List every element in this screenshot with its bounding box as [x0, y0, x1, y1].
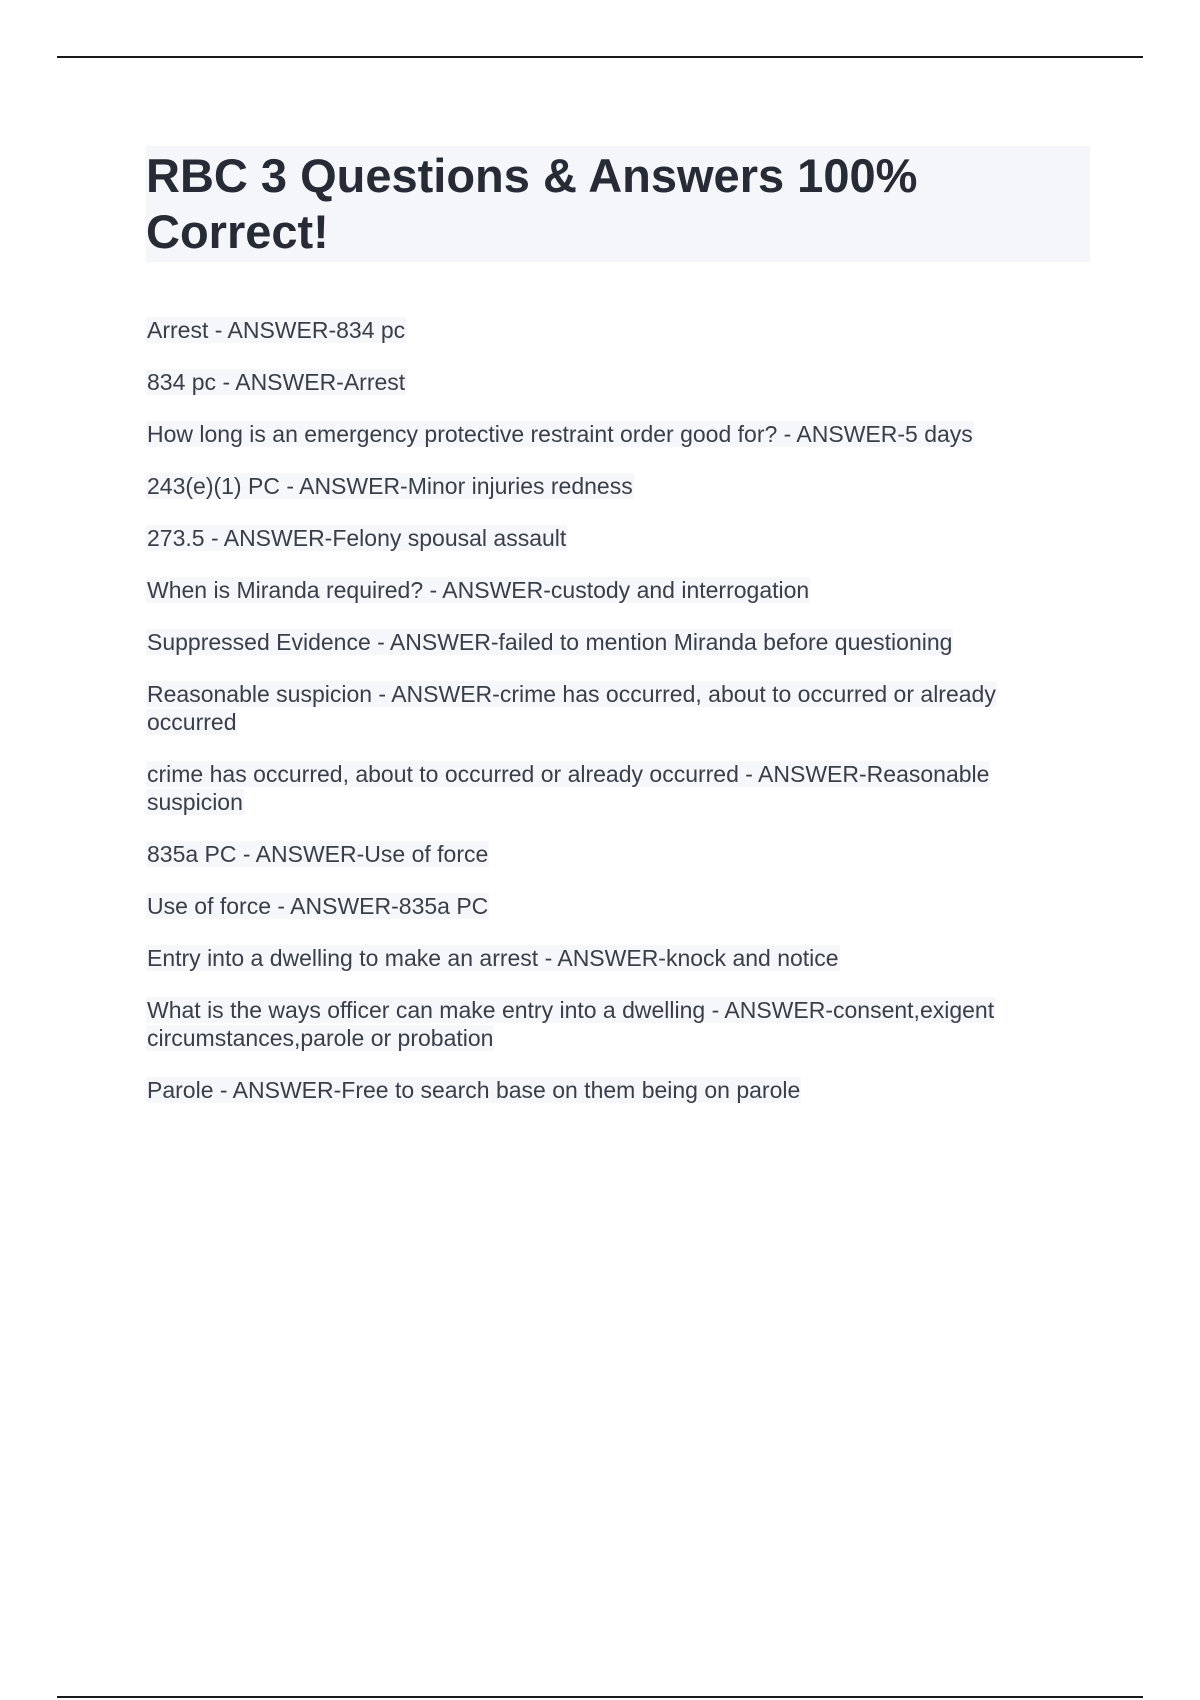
qa-item-text: 835a PC - ANSWER-Use of force	[147, 841, 489, 867]
qa-item-text: Suppressed Evidence - ANSWER-failed to mention Miranda before questioning	[147, 629, 953, 655]
qa-item	[146, 840, 1090, 868]
page-title-line-2: Correct!	[146, 205, 329, 258]
qa-item	[146, 628, 1090, 656]
bottom-rule	[57, 1696, 1143, 1698]
qa-item	[146, 1076, 1090, 1104]
qa-item-text: Parole - ANSWER-Free to search base on them being on parole	[147, 1077, 801, 1103]
qa-item-text: crime has occurred, about to occurred or already occurred - ANSWER-Reasonable suspicion	[147, 761, 990, 815]
qa-item	[146, 316, 1090, 344]
qa-item-text: Use of force - ANSWER-835a PC	[147, 893, 489, 919]
qa-item	[146, 420, 1090, 448]
document-body	[146, 146, 1090, 1128]
qa-item	[146, 944, 1090, 972]
qa-item	[146, 892, 1090, 920]
qa-item	[146, 576, 1090, 604]
qa-item-text: Entry into a dwelling to make an arrest - ANSWER-knock and notice	[147, 945, 839, 971]
qa-item	[146, 524, 1090, 552]
qa-item	[146, 472, 1090, 500]
page-title-line-1: RBC 3 Questions & Answers 100%	[146, 149, 918, 202]
qa-item	[146, 760, 1090, 816]
qa-item-text: Arrest - ANSWER-834 pc	[147, 317, 406, 343]
qa-item-text: 273.5 - ANSWER-Felony spousal assault	[147, 525, 567, 551]
qa-item	[146, 368, 1090, 396]
qa-item	[146, 996, 1090, 1052]
qa-item-text: 834 pc - ANSWER-Arrest	[147, 369, 406, 395]
qa-item	[146, 680, 1090, 736]
qa-item-text: Reasonable suspicion - ANSWER-crime has occurred, about to occurred or already occurred	[147, 681, 996, 735]
top-rule	[57, 56, 1143, 58]
qa-item-text: When is Miranda required? - ANSWER-custody and interrogation	[147, 577, 810, 603]
qa-item-text: What is the ways officer can make entry into a dwelling - ANSWER-consent,exigent circumstances,parole or probation	[147, 997, 995, 1051]
qa-item-text: How long is an emergency protective restraint order good for? - ANSWER-5 days	[147, 421, 973, 447]
qa-item-text: 243(e)(1) PC - ANSWER-Minor injuries redness	[147, 473, 633, 499]
qa-list	[146, 316, 1090, 1104]
page-title	[146, 146, 1090, 262]
